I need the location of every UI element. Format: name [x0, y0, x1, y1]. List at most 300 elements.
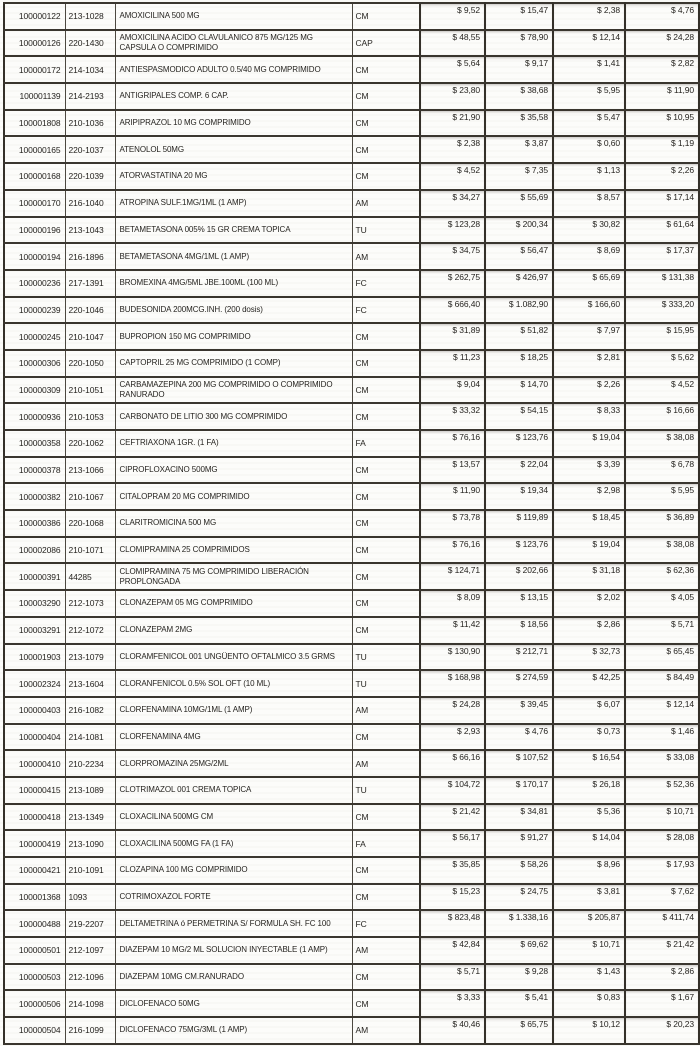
cell-internal-code: 210-1053 — [65, 403, 115, 430]
cell-price-4: $ 36,89 — [625, 510, 699, 537]
table-row — [4, 297, 699, 324]
cell-unit-type: CM — [352, 804, 420, 831]
cell-product-name: CEFTRIAXONA 1GR. (1 FA) — [115, 430, 352, 457]
cell-internal-code: 214-1034 — [65, 56, 115, 83]
table-row — [4, 83, 699, 110]
cell-price-2: $ 1.338,16 — [485, 910, 553, 937]
cell-internal-code: 210-1071 — [65, 537, 115, 564]
cell-product-name: DICLOFENACO 50MG — [115, 990, 352, 1017]
cell-product-name: BROMEXINA 4MG/5ML JBE.100ML (100 ML) — [115, 270, 352, 297]
cell-price-4: $ 1,67 — [625, 990, 699, 1017]
cell-internal-code: 220-1068 — [65, 510, 115, 537]
cell-product-name: CLONAZEPAM 05 MG COMPRIMIDO — [115, 590, 352, 617]
cell-internal-code: 220-1430 — [65, 30, 115, 57]
cell-product-name: CLOZAPINA 100 MG COMPRIMIDO — [115, 857, 352, 884]
cell-price-2: $ 5,41 — [485, 990, 553, 1017]
cell-price-1: $ 104,72 — [420, 777, 485, 804]
table-row — [4, 537, 699, 564]
cell-internal-code: 220-1046 — [65, 297, 115, 324]
table-row — [4, 724, 699, 751]
cell-price-2: $ 1.082,90 — [485, 297, 553, 324]
cell-price-1: $ 73,78 — [420, 510, 485, 537]
cell-price-4: $ 38,08 — [625, 537, 699, 564]
cell-product-id: 100000404 — [4, 724, 65, 751]
cell-product-name: CLOTRIMAZOL 001 CREMA TOPICA — [115, 777, 352, 804]
cell-product-name: CLONAZEPAM 2MG — [115, 617, 352, 644]
cell-product-name: CLARITROMICINA 500 MG — [115, 510, 352, 537]
cell-product-id: 100000126 — [4, 30, 65, 57]
cell-price-2: $ 170,17 — [485, 777, 553, 804]
cell-price-2: $ 19,34 — [485, 483, 553, 510]
cell-internal-code: 214-1098 — [65, 990, 115, 1017]
cell-internal-code: 210-1067 — [65, 483, 115, 510]
cell-unit-type: CM — [352, 990, 420, 1017]
table-row — [4, 217, 699, 244]
cell-price-3: $ 0,73 — [553, 724, 625, 751]
cell-price-4: $ 1,46 — [625, 724, 699, 751]
cell-product-id: 100000168 — [4, 163, 65, 190]
cell-price-2: $ 51,82 — [485, 323, 553, 350]
table-row — [4, 990, 699, 1017]
cell-unit-type: TU — [352, 777, 420, 804]
cell-unit-type: CM — [352, 590, 420, 617]
cell-product-id: 100000506 — [4, 990, 65, 1017]
cell-product-id: 100000239 — [4, 297, 65, 324]
cell-product-name: CITALOPRAM 20 MG COMPRIMIDO — [115, 483, 352, 510]
cell-price-2: $ 15,47 — [485, 3, 553, 30]
cell-price-4: $ 20,23 — [625, 1017, 699, 1044]
cell-unit-type: CM — [352, 350, 420, 377]
table-row — [4, 644, 699, 671]
cell-product-id: 100000421 — [4, 857, 65, 884]
cell-price-1: $ 130,90 — [420, 644, 485, 671]
cell-unit-type: AM — [352, 697, 420, 724]
cell-price-2: $ 78,90 — [485, 30, 553, 57]
cell-price-1: $ 31,89 — [420, 323, 485, 350]
cell-price-1: $ 2,38 — [420, 136, 485, 163]
cell-internal-code: 210-2234 — [65, 750, 115, 777]
cell-price-1: $ 9,52 — [420, 3, 485, 30]
cell-price-2: $ 65,75 — [485, 1017, 553, 1044]
cell-unit-type: CM — [352, 457, 420, 484]
cell-price-1: $ 2,93 — [420, 724, 485, 751]
cell-unit-type: CM — [352, 884, 420, 911]
cell-price-1: $ 56,17 — [420, 830, 485, 857]
cell-internal-code: 220-1050 — [65, 350, 115, 377]
cell-price-4: $ 28,08 — [625, 830, 699, 857]
table-row — [4, 857, 699, 884]
cell-price-2: $ 4,76 — [485, 724, 553, 751]
cell-price-4: $ 61,64 — [625, 217, 699, 244]
cell-internal-code: 220-1039 — [65, 163, 115, 190]
cell-price-1: $ 168,98 — [420, 670, 485, 697]
cell-price-2: $ 55,69 — [485, 190, 553, 217]
cell-internal-code: 212-1072 — [65, 617, 115, 644]
cell-price-2: $ 212,71 — [485, 644, 553, 671]
cell-product-name: AMOXICILINA ACIDO CLAVULANICO 875 MG/125 MG CAPSULA O COMPRIMIDO — [115, 30, 352, 57]
cell-price-4: $ 4,76 — [625, 3, 699, 30]
table-body — [4, 3, 699, 1044]
cell-product-id: 100000936 — [4, 403, 65, 430]
cell-product-id: 100000194 — [4, 243, 65, 270]
cell-product-id: 100000172 — [4, 56, 65, 83]
cell-price-3: $ 205,87 — [553, 910, 625, 937]
cell-product-name: CARBONATO DE LITIO 300 MG COMPRIMIDO — [115, 403, 352, 430]
cell-internal-code: 1093 — [65, 884, 115, 911]
cell-product-id: 100000378 — [4, 457, 65, 484]
cell-product-name: CLORFENAMINA 4MG — [115, 724, 352, 751]
table-row — [4, 136, 699, 163]
cell-price-2: $ 123,76 — [485, 537, 553, 564]
cell-price-1: $ 76,16 — [420, 430, 485, 457]
cell-price-1: $ 9,04 — [420, 377, 485, 404]
cell-price-4: $ 10,95 — [625, 110, 699, 137]
cell-price-3: $ 42,25 — [553, 670, 625, 697]
cell-price-1: $ 666,40 — [420, 297, 485, 324]
cell-unit-type: CM — [352, 110, 420, 137]
cell-price-1: $ 11,23 — [420, 350, 485, 377]
cell-unit-type: CM — [352, 724, 420, 751]
cell-internal-code: 216-1099 — [65, 1017, 115, 1044]
cell-price-3: $ 2,81 — [553, 350, 625, 377]
cell-price-2: $ 69,62 — [485, 937, 553, 964]
table-row — [4, 270, 699, 297]
table-row — [4, 430, 699, 457]
cell-unit-type: AM — [352, 1017, 420, 1044]
cell-price-4: $ 10,71 — [625, 804, 699, 831]
table-row — [4, 617, 699, 644]
cell-price-4: $ 33,08 — [625, 750, 699, 777]
cell-product-id: 100002086 — [4, 537, 65, 564]
cell-product-name: AMOXICILINA 500 MG — [115, 3, 352, 30]
cell-product-name: BETAMETASONA 005% 15 GR CREMA TOPICA — [115, 217, 352, 244]
table-row — [4, 697, 699, 724]
cell-price-2: $ 58,26 — [485, 857, 553, 884]
cell-product-id: 100000488 — [4, 910, 65, 937]
cell-price-1: $ 5,64 — [420, 56, 485, 83]
cell-price-3: $ 2,02 — [553, 590, 625, 617]
cell-price-2: $ 39,45 — [485, 697, 553, 724]
cell-price-4: $ 2,26 — [625, 163, 699, 190]
cell-price-4: $ 17,93 — [625, 857, 699, 884]
cell-unit-type: CM — [352, 510, 420, 537]
cell-price-2: $ 18,56 — [485, 617, 553, 644]
cell-price-1: $ 4,52 — [420, 163, 485, 190]
cell-price-1: $ 8,09 — [420, 590, 485, 617]
table-row — [4, 910, 699, 937]
cell-price-4: $ 7,62 — [625, 884, 699, 911]
cell-price-3: $ 3,39 — [553, 457, 625, 484]
cell-unit-type: CM — [352, 163, 420, 190]
cell-price-4: $ 24,28 — [625, 30, 699, 57]
cell-product-id: 100003290 — [4, 590, 65, 617]
cell-internal-code: 216-1040 — [65, 190, 115, 217]
cell-unit-type: CM — [352, 377, 420, 404]
cell-price-4: $ 4,05 — [625, 590, 699, 617]
cell-price-4: $ 5,62 — [625, 350, 699, 377]
cell-unit-type: AM — [352, 190, 420, 217]
cell-product-id: 100001808 — [4, 110, 65, 137]
cell-price-4: $ 5,95 — [625, 483, 699, 510]
table-row — [4, 937, 699, 964]
cell-price-2: $ 24,75 — [485, 884, 553, 911]
cell-price-2: $ 426,97 — [485, 270, 553, 297]
cell-unit-type: CM — [352, 964, 420, 991]
cell-product-name: ATORVASTATINA 20 MG — [115, 163, 352, 190]
cell-internal-code: 210-1051 — [65, 377, 115, 404]
cell-product-name: ATROPINA SULF.1MG/1ML (1 AMP) — [115, 190, 352, 217]
cell-internal-code: 212-1073 — [65, 590, 115, 617]
cell-internal-code: 210-1091 — [65, 857, 115, 884]
cell-internal-code: 210-1047 — [65, 323, 115, 350]
cell-price-1: $ 42,84 — [420, 937, 485, 964]
cell-price-1: $ 823,48 — [420, 910, 485, 937]
cell-price-2: $ 38,68 — [485, 83, 553, 110]
cell-price-2: $ 7,35 — [485, 163, 553, 190]
cell-product-name: CLOXACILINA 500MG CM — [115, 804, 352, 831]
table-row — [4, 830, 699, 857]
cell-product-name: BUDESONIDA 200MCG.INH. (200 dosis) — [115, 297, 352, 324]
cell-price-1: $ 23,80 — [420, 83, 485, 110]
cell-internal-code: 213-1028 — [65, 3, 115, 30]
cell-price-4: $ 62,36 — [625, 563, 699, 590]
cell-price-2: $ 123,76 — [485, 430, 553, 457]
cell-price-3: $ 8,69 — [553, 243, 625, 270]
cell-internal-code: 213-1349 — [65, 804, 115, 831]
cell-price-1: $ 123,28 — [420, 217, 485, 244]
cell-price-3: $ 14,04 — [553, 830, 625, 857]
cell-price-1: $ 11,90 — [420, 483, 485, 510]
cell-price-3: $ 1,13 — [553, 163, 625, 190]
cell-product-name: DIAZEPAM 10MG CM.RANURADO — [115, 964, 352, 991]
cell-price-1: $ 48,55 — [420, 30, 485, 57]
cell-price-3: $ 166,60 — [553, 297, 625, 324]
cell-internal-code: 220-1037 — [65, 136, 115, 163]
cell-price-2: $ 9,17 — [485, 56, 553, 83]
table-row — [4, 804, 699, 831]
cell-product-id: 100000306 — [4, 350, 65, 377]
cell-internal-code: 44285 — [65, 563, 115, 590]
table-row — [4, 323, 699, 350]
cell-price-2: $ 9,28 — [485, 964, 553, 991]
cell-price-4: $ 17,14 — [625, 190, 699, 217]
cell-price-4: $ 6,78 — [625, 457, 699, 484]
cell-unit-type: FA — [352, 830, 420, 857]
cell-product-name: ANTIESPASMODICO ADULTO 0.5/40 MG COMPRIMIDO — [115, 56, 352, 83]
cell-product-id: 100000236 — [4, 270, 65, 297]
cell-price-1: $ 76,16 — [420, 537, 485, 564]
cell-price-4: $ 16,66 — [625, 403, 699, 430]
cell-product-id: 100000501 — [4, 937, 65, 964]
cell-price-2: $ 13,15 — [485, 590, 553, 617]
cell-unit-type: CM — [352, 323, 420, 350]
cell-price-3: $ 8,33 — [553, 403, 625, 430]
cell-price-4: $ 17,37 — [625, 243, 699, 270]
cell-product-id: 100001368 — [4, 884, 65, 911]
cell-price-1: $ 34,75 — [420, 243, 485, 270]
table-row — [4, 483, 699, 510]
cell-price-3: $ 0,60 — [553, 136, 625, 163]
cell-product-id: 100000245 — [4, 323, 65, 350]
cell-price-1: $ 262,75 — [420, 270, 485, 297]
cell-internal-code: 214-1081 — [65, 724, 115, 751]
cell-price-4: $ 131,38 — [625, 270, 699, 297]
cell-price-3: $ 8,57 — [553, 190, 625, 217]
cell-price-2: $ 107,52 — [485, 750, 553, 777]
cell-price-3: $ 3,81 — [553, 884, 625, 911]
cell-price-4: $ 4,52 — [625, 377, 699, 404]
cell-product-name: CAPTOPRIL 25 MG COMPRIMIDO (1 COMP) — [115, 350, 352, 377]
cell-price-3: $ 2,98 — [553, 483, 625, 510]
cell-unit-type: TU — [352, 670, 420, 697]
cell-price-4: $ 65,45 — [625, 644, 699, 671]
cell-internal-code: 220-1062 — [65, 430, 115, 457]
cell-price-3: $ 30,82 — [553, 217, 625, 244]
cell-price-1: $ 34,27 — [420, 190, 485, 217]
cell-product-name: DIAZEPAM 10 MG/2 ML SOLUCION INYECTABLE (1 AMP) — [115, 937, 352, 964]
cell-product-name: DICLOFENACO 75MG/3ML (1 AMP) — [115, 1017, 352, 1044]
table-row — [4, 964, 699, 991]
cell-price-2: $ 274,59 — [485, 670, 553, 697]
cell-unit-type: AM — [352, 750, 420, 777]
cell-internal-code: 213-1079 — [65, 644, 115, 671]
cell-product-id: 100003291 — [4, 617, 65, 644]
cell-price-1: $ 124,71 — [420, 563, 485, 590]
cell-price-3: $ 31,18 — [553, 563, 625, 590]
table-row — [4, 1017, 699, 1044]
cell-product-id: 100000403 — [4, 697, 65, 724]
cell-product-id: 100000415 — [4, 777, 65, 804]
cell-price-1: $ 15,23 — [420, 884, 485, 911]
cell-price-2: $ 18,25 — [485, 350, 553, 377]
cell-internal-code: 214-2193 — [65, 83, 115, 110]
cell-price-2: $ 200,34 — [485, 217, 553, 244]
cell-price-1: $ 21,90 — [420, 110, 485, 137]
table-row — [4, 56, 699, 83]
cell-price-2: $ 91,27 — [485, 830, 553, 857]
cell-product-id: 100000122 — [4, 3, 65, 30]
table-row — [4, 110, 699, 137]
cell-price-1: $ 11,42 — [420, 617, 485, 644]
cell-price-2: $ 34,81 — [485, 804, 553, 831]
cell-internal-code: 217-1391 — [65, 270, 115, 297]
cell-unit-type: CM — [352, 857, 420, 884]
cell-price-1: $ 21,42 — [420, 804, 485, 831]
cell-price-3: $ 5,36 — [553, 804, 625, 831]
cell-product-id: 100000309 — [4, 377, 65, 404]
cell-price-4: $ 333,20 — [625, 297, 699, 324]
cell-product-id: 100000165 — [4, 136, 65, 163]
cell-unit-type: FA — [352, 430, 420, 457]
cell-product-id: 100000170 — [4, 190, 65, 217]
table-row — [4, 243, 699, 270]
cell-price-3: $ 0,83 — [553, 990, 625, 1017]
cell-price-4: $ 2,86 — [625, 964, 699, 991]
table-row — [4, 457, 699, 484]
cell-price-3: $ 5,95 — [553, 83, 625, 110]
cell-product-id: 100000382 — [4, 483, 65, 510]
cell-price-3: $ 12,14 — [553, 30, 625, 57]
cell-unit-type: CM — [352, 617, 420, 644]
cell-price-2: $ 202,66 — [485, 563, 553, 590]
cell-unit-type: FC — [352, 270, 420, 297]
cell-unit-type: CM — [352, 483, 420, 510]
cell-product-id: 100000410 — [4, 750, 65, 777]
cell-product-name: DELTAMETRINA ó PERMETRINA S/ FORMULA SH. FC 100 — [115, 910, 352, 937]
cell-unit-type: CM — [352, 537, 420, 564]
cell-price-4: $ 5,71 — [625, 617, 699, 644]
cell-price-3: $ 2,26 — [553, 377, 625, 404]
cell-unit-type: TU — [352, 217, 420, 244]
cell-price-3: $ 8,96 — [553, 857, 625, 884]
cell-price-3: $ 18,45 — [553, 510, 625, 537]
cell-product-name: ARIPIPRAZOL 10 MG COMPRIMIDO — [115, 110, 352, 137]
cell-product-name: BETAMETASONA 4MG/1ML (1 AMP) — [115, 243, 352, 270]
cell-internal-code: 212-1096 — [65, 964, 115, 991]
cell-product-id: 100002324 — [4, 670, 65, 697]
cell-product-id: 100000386 — [4, 510, 65, 537]
cell-internal-code: 213-1604 — [65, 670, 115, 697]
cell-unit-type: CAP — [352, 30, 420, 57]
cell-price-2: $ 14,70 — [485, 377, 553, 404]
cell-price-3: $ 1,41 — [553, 56, 625, 83]
cell-unit-type: CM — [352, 563, 420, 590]
cell-internal-code: 213-1090 — [65, 830, 115, 857]
cell-price-4: $ 2,82 — [625, 56, 699, 83]
cell-product-name: CLORAMFENICOL 001 UNGÜENTO OFTALMICO 3.5 GRMS — [115, 644, 352, 671]
cell-product-id: 100000418 — [4, 804, 65, 831]
cell-price-1: $ 66,16 — [420, 750, 485, 777]
cell-internal-code: 216-1082 — [65, 697, 115, 724]
cell-price-3: $ 10,12 — [553, 1017, 625, 1044]
cell-product-name: CIPROFLOXACINO 500MG — [115, 457, 352, 484]
cell-product-id: 100000391 — [4, 563, 65, 590]
cell-product-name: BUPROPION 150 MG COMPRIMIDO — [115, 323, 352, 350]
cell-price-2: $ 56,47 — [485, 243, 553, 270]
cell-internal-code: 219-2207 — [65, 910, 115, 937]
cell-price-3: $ 65,69 — [553, 270, 625, 297]
cell-price-4: $ 38,08 — [625, 430, 699, 457]
cell-price-1: $ 35,85 — [420, 857, 485, 884]
cell-product-name: CARBAMAZEPINA 200 MG COMPRIMIDO O COMPRIMIDO RANURADO — [115, 377, 352, 404]
table-row — [4, 510, 699, 537]
cell-price-4: $ 411,74 — [625, 910, 699, 937]
cell-price-2: $ 54,15 — [485, 403, 553, 430]
cell-unit-type: AM — [352, 243, 420, 270]
cell-unit-type: FC — [352, 297, 420, 324]
cell-internal-code: 212-1097 — [65, 937, 115, 964]
table-row — [4, 750, 699, 777]
cell-unit-type: CM — [352, 136, 420, 163]
cell-product-name: CLORPROMAZINA 25MG/2ML — [115, 750, 352, 777]
cell-product-name: ANTIGRIPALES COMP. 6 CAP. — [115, 83, 352, 110]
price-list-table — [3, 2, 700, 1045]
cell-price-1: $ 13,57 — [420, 457, 485, 484]
cell-price-3: $ 19,04 — [553, 537, 625, 564]
table-row — [4, 590, 699, 617]
table-row — [4, 377, 699, 404]
cell-product-name: CLOMIPRAMINA 25 COMPRIMIDOS — [115, 537, 352, 564]
cell-internal-code: 213-1066 — [65, 457, 115, 484]
cell-price-2: $ 22,04 — [485, 457, 553, 484]
table-row — [4, 163, 699, 190]
cell-price-3: $ 16,54 — [553, 750, 625, 777]
table-row — [4, 777, 699, 804]
cell-unit-type: CM — [352, 3, 420, 30]
table-row — [4, 30, 699, 57]
cell-internal-code: 216-1896 — [65, 243, 115, 270]
cell-price-3: $ 6,07 — [553, 697, 625, 724]
